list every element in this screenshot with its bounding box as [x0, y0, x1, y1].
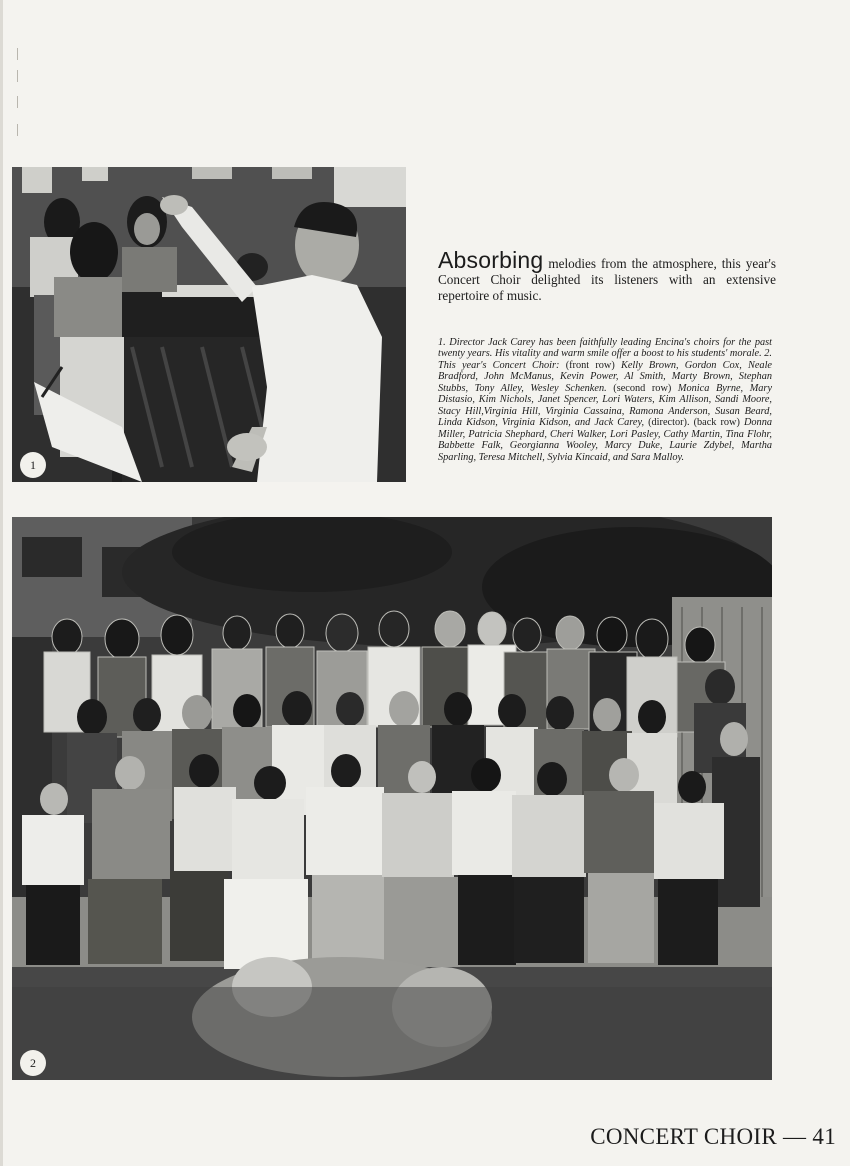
caption-front-row-names: Kelly Brown, Gordon Cox, Neale Bradford, John McManus, Kevin Power, Al Smith, Marty Brown, Stephan Stubbs, Tony Alley, Wesley Schenken.	[438, 359, 772, 394]
choir-group-photo	[12, 517, 772, 1080]
intro-text: melodies from the atmosphere, this year's Concert Choir delighted its listeners with an extensive repertoire of music.	[438, 256, 776, 303]
caption-director-label: (director).	[648, 417, 690, 429]
caption-row-label: (front row)	[565, 359, 615, 371]
caption-row-label: (back row)	[693, 417, 740, 429]
caption-back-row-names: Donna Miller, Patricia Shephard, Cheri Walker, Lori Pasley, Cathy Martin, Tina Flohr, Babbette Falk, Georgianna Wooley, Marcy Duke, Laurie Zdybel, Martha Sparling, Teresa Mitchell, Sylvia Kincaid, and Sara Malloy.	[438, 417, 773, 463]
intro-lead-word: Absorbing	[438, 247, 544, 273]
section-title: CONCERT CHOIR	[590, 1124, 777, 1149]
page-number: 41	[812, 1124, 836, 1149]
director-photo-image	[12, 167, 406, 482]
margin-tick	[17, 70, 18, 82]
intro-paragraph	[438, 247, 776, 304]
photo-caption	[438, 337, 772, 463]
choir-group-photo-image	[12, 517, 772, 1080]
caption-text: 1. Director Jack Carey has been faithfully leading Encina's choirs for the past twenty years. His vitality and warm smile offer a boost to his students' morale. 2. This year's Concert Choir:	[438, 337, 772, 371]
photo-number-badge: 2	[20, 1050, 46, 1076]
photo-number-badge: 1	[20, 452, 46, 478]
caption-second-row-names: Monica Byrne, Mary Distasio, Kim Nichols, Janet Spencer, Lori Waters, Kim Allison, Sandi Moore, Stacy Hill,Virginia Hill, Virginia Cassaina, Ramona Anderson, Susan Beard, Linda Kidson, Virginia Kidson, and Jack Carey,	[438, 382, 773, 429]
page-edge	[0, 0, 3, 1166]
margin-tick	[17, 124, 18, 136]
page-footer	[590, 1124, 836, 1150]
margin-tick	[17, 48, 18, 60]
footer-separator: —	[776, 1124, 813, 1149]
caption-row-label: (second row)	[613, 382, 672, 394]
margin-tick	[17, 96, 18, 108]
director-photo	[12, 167, 406, 482]
